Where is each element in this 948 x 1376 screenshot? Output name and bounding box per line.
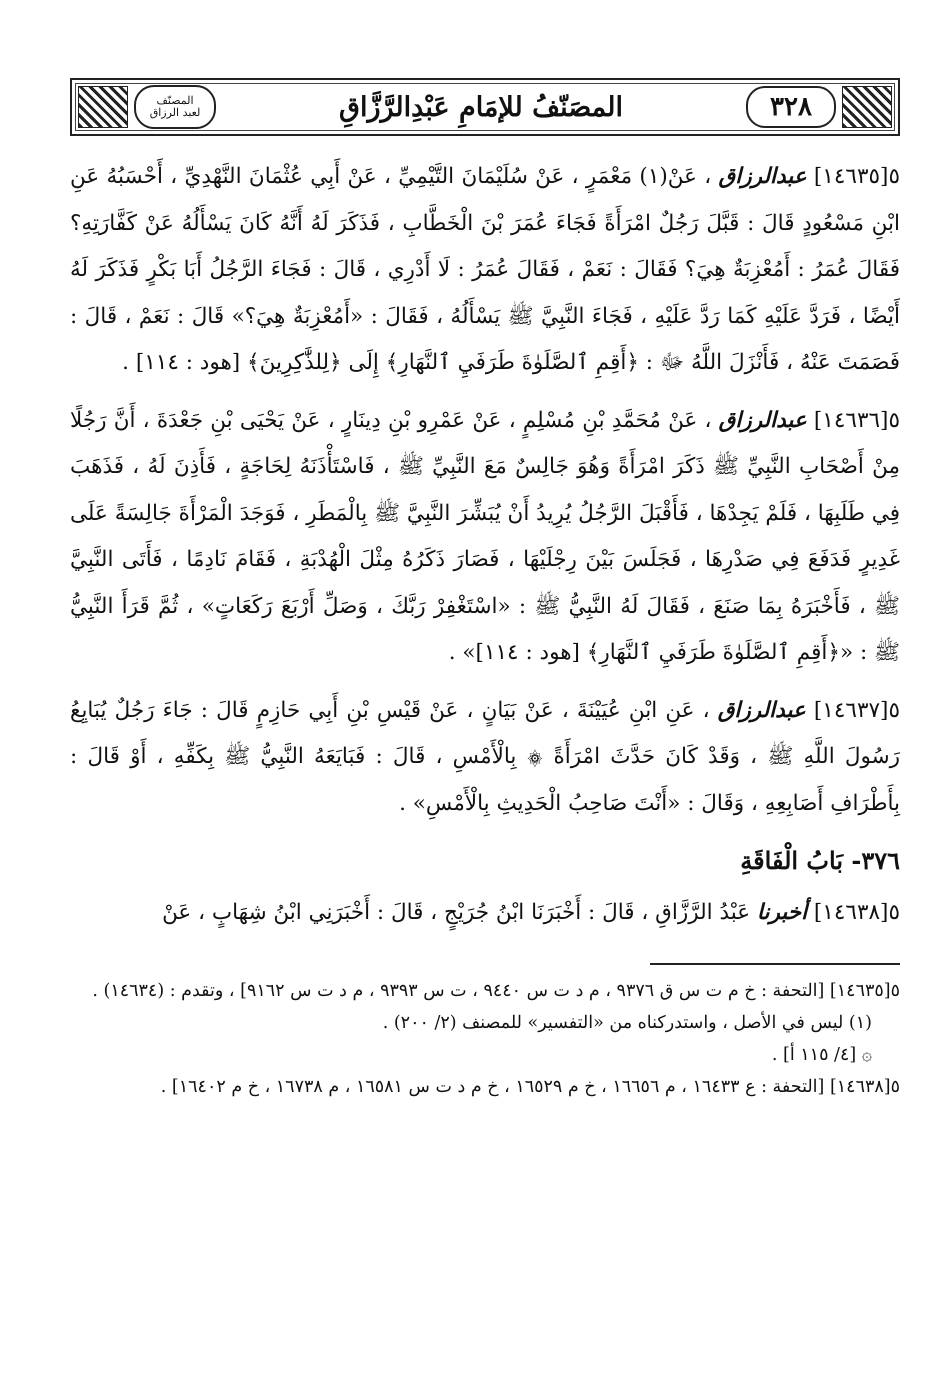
page-header <box>70 78 900 136</box>
hadith-text: عَبْدُ الرَّزَّاقِ ، قَالَ : أَخْبَرَنَا ابْنُ جُرَيْجٍ ، قَالَ : أَخْبَرَنِي ابْنُ شِهَابٍ ، عَنْ <box>162 900 751 925</box>
ornament-right <box>842 86 892 128</box>
page-number: ٣٢٨ <box>746 86 836 128</box>
footnote: (١) ليس في الأصل ، واستدركناه من «التفسير» للمصنف (٢/ ٢٠٠) . <box>382 1012 872 1033</box>
hadith-text: ، عَنِ ابْنِ عُيَيْنَةَ ، عَنْ بَيَانٍ ، عَنْ قَيْسِ بْنِ أَبِي حَازِمٍ قَالَ : جَاءَ رَجُلٌ يُبَايِعُ رَسُولَ اللَّهِ ﷺ ، وَقَدْ كَانَ حَدَّثَ امْرَأَةً ۞ بِالْأَمْسِ ، قَالَ : فَبَايَعَهُ النَّبِيُّ ﷺ بِكَفِّهِ ، أَوْ قَالَ : بِأَطْرَافِ أَصَابِعِهِ ، وَقَالَ : «أَنْتَ صَاحِبُ الْحَدِيثِ بِالْأَمْسِ» . <box>70 697 900 816</box>
main-text <box>70 154 900 937</box>
hadith-paragraph <box>70 688 900 828</box>
hadith-number: ٥[١٤٦٣٧] <box>813 697 900 723</box>
header-left <box>78 85 216 129</box>
footnote: ٥[١٤٦٣٥] [التحفة : خ م ت س ق ٩٣٧٦ ، م د ت س ٩٤٤٠ ، ت س ٩٣٩٣ ، م د ت س ٩١٦٢] ، وتقدم : (١٤٦٣٤) . <box>92 980 900 1001</box>
hadith-source: عبدالرزاق <box>718 164 807 189</box>
hadith-number: ٥[١٤٦٣٦] <box>813 407 900 433</box>
footnotes <box>70 975 900 1103</box>
book-page <box>70 78 900 1368</box>
footnote-separator <box>650 963 900 965</box>
header-right <box>746 86 892 128</box>
hadith-paragraph <box>70 398 900 677</box>
running-title: المصَنّفُ للإمَامِ عَبْدِالرَّزَّاقِ <box>339 91 623 123</box>
hadith-text: ، عَنْ(١) مَعْمَرٍ ، عَنْ سُلَيْمَانَ التَّيْمِيِّ ، عَنْ أَبِي عُثْمَانَ النَّهْدِيِّ ، أَحْسَبُهُ عَنِ ابْنِ مَسْعُودٍ قَالَ : قَبَّلَ رَجُلٌ امْرَأَةً فَجَاءَ عُمَرَ بْنَ الْخَطَّابِ ، فَذَكَرَ لَهُ أَنَّهُ كَانَ يَسْأَلُهُ عَنْ كَفَّارَتِهِ؟ فَقَالَ عُمَرُ : أَمُعْزِبَةٌ هِيَ؟ فَقَالَ : نَعَمْ ، فَقَالَ عُمَرُ : لَا أَدْرِي ، قَالَ : فَجَاءَ الرَّجُلُ أَبَا بَكْرٍ فَذَكَرَ لَهُ أَيْضًا ، فَرَدَّ عَلَيْهِ كَمَا رَدَّ عَلَيْهِ ، فَجَاءَ النَّبِيَّ ﷺ يَسْأَلُهُ ، فَقَالَ : «أَمُعْزِبَةٌ هِيَ؟» قَالَ : نَعَمْ ، قَالَ : فَصَمَتَ عَنْهُ ، فَأَنْزَلَ اللَّهُ ﷻ : ﴿أَقِمِ ٱلصَّلَوٰةَ طَرَفَيِ ٱلنَّهَارِ﴾ إِلَى ﴿لِلذَّٰكِرِينَ﴾ [هود : ١١٤] . <box>70 164 900 375</box>
hadith-paragraph <box>70 154 900 387</box>
ornament-left <box>78 86 128 128</box>
book-seal-logo <box>134 85 216 129</box>
seal-text: المصنّف لعبد الرزاق <box>149 94 201 119</box>
hadith-paragraph <box>70 890 900 937</box>
hadith-source: عبدالرزاق <box>718 407 807 433</box>
hadith-number: ٥[١٤٦٣٨] <box>813 900 900 925</box>
hadith-source: أخبرنا <box>756 900 808 925</box>
hadith-source: عبدالرزاق <box>717 697 806 723</box>
chapter-heading: ٣٧٦- بَابُ الْفَاقَةِ <box>740 846 900 875</box>
hadith-number: ٥[١٤٦٣٥] <box>813 164 900 189</box>
footnote: ۞ [٤/ ١١٥ أ] . <box>771 1044 872 1065</box>
hadith-text: ، عَنْ مُحَمَّدِ بْنِ مُسْلِمٍ ، عَنْ عَمْرِو بْنِ دِينَارٍ ، عَنْ يَحْيَى بْنِ جَعْدَةَ ، أَنَّ رَجُلًا مِنْ أَصْحَابِ النَّبِيِّ ﷺ ذَكَرَ امْرَأَةً وَهُوَ جَالِسٌ مَعَ النَّبِيِّ ﷺ ، فَاسْتَأْذَنَهُ لِحَاجَةٍ ، فَأَذِنَ لَهُ ، فَذَهَبَ فِي طَلَبِهَا ، فَلَمْ يَجِدْهَا ، فَأَقْبَلَ الرَّجُلُ يُرِيدُ أَنْ يُبَشِّرَ النَّبِيَّ ﷺ بِالْمَطَرِ ، فَوَجَدَ الْمَرْأَةَ جَالِسَةً عَلَى غَدِيرٍ فَدَفَعَ فِي صَدْرِهَا ، فَجَلَسَ بَيْنَ رِجْلَيْهَا ، فَصَارَ ذَكَرُهُ مِثْلَ الْهُدْبَةِ ، فَقَامَ نَادِمًا ، فَأَتَى النَّبِيَّ ﷺ ، فَأَخْبَرَهُ بِمَا صَنَعَ ، فَقَالَ لَهُ النَّبِيُّ ﷺ : «اسْتَغْفِرْ رَبَّكَ ، وَصَلِّ أَرْبَعَ رَكَعَاتٍ» ، ثُمَّ قَرَأَ النَّبِيُّ ﷺ : «﴿أَقِمِ ٱلصَّلَوٰةَ طَرَفَيِ ٱلنَّهَارِ﴾ [هود : ١١٤]» . <box>70 407 900 665</box>
footnote: ٥[١٤٦٣٨] [التحفة : ع ١٦٤٣٣ ، م ١٦٦٥٦ ، خ م ١٦٥٢٩ ، خ م د ت س ١٦٥٨١ ، م ١٦٧٣٨ ، خ م ١٦٤٠٢] . <box>160 1076 900 1097</box>
